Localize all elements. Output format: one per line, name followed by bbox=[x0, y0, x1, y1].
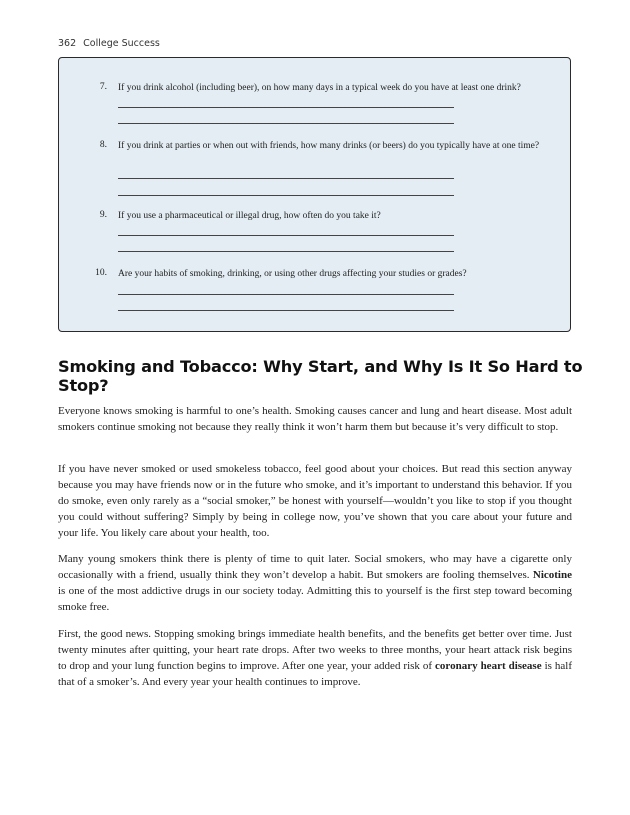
question-text: If you drink alcohol (including beer), on how many days in a typical week do you have at least one drink? bbox=[118, 83, 521, 93]
answer-line[interactable] bbox=[118, 195, 454, 196]
paragraph: Everyone knows smoking is harmful to one’s health. Smoking causes cancer and lung and heart disease. Most adult smokers continue smoking not because they really think it won’t harm them but because it’s very difficult to stop. bbox=[58, 405, 572, 433]
paragraph-text: Many young smokers think there is plenty of time to quit later. Social smokers, who may have a cigarette only occasionally with a friend, usually think they won’t develop a habit. But smokers are fooling themselves. bbox=[58, 553, 572, 581]
answer-line[interactable] bbox=[118, 294, 454, 295]
question-box bbox=[58, 57, 571, 332]
answer-line[interactable] bbox=[118, 123, 454, 124]
answer-line[interactable] bbox=[118, 251, 454, 252]
paragraph bbox=[58, 626, 572, 690]
question-text: If you use a pharmaceutical or illegal drug, how often do you take it? bbox=[118, 211, 381, 221]
page-header bbox=[58, 38, 160, 49]
question-number: 7. bbox=[99, 82, 107, 92]
answer-line[interactable] bbox=[118, 107, 454, 108]
answer-line[interactable] bbox=[118, 178, 454, 179]
paragraph: If you have never smoked or used smokeless tobacco, feel good about your choices. But read this section anyway because you may have friends now or in the future who smoke, and it’s important to understand this behavior. If you do smoke, even only rarely as a “social smoker,” be honest with yourself—wouldn’t you like to stop if you thought you could without suffering? Simply by being in college now, you’ve shown that you care about your future and your life. You likely care about your health, too. bbox=[58, 463, 572, 539]
question-number: 9. bbox=[99, 210, 107, 220]
question-text: If you drink at parties or when out with friends, how many drinks (or beers) do you typically have at one time? bbox=[118, 141, 540, 151]
key-term-nicotine: Nicotine bbox=[532, 569, 572, 581]
answer-line[interactable] bbox=[118, 310, 454, 311]
key-term-coronary-heart-disease: coronary heart disease bbox=[435, 660, 542, 672]
question-number: 8. bbox=[99, 140, 107, 150]
paragraph-text: is one of the most addictive drugs in our society today. Admitting this to yourself is the first step toward becoming smoke free. bbox=[58, 585, 572, 613]
paragraph-text: is half that of a smoker’s. And every year your health continues to improve. bbox=[58, 660, 572, 688]
section-title: Smoking and Tobacco: Why Start, and Why Is It So Hard to Stop? bbox=[58, 357, 583, 395]
answer-line[interactable] bbox=[118, 235, 454, 236]
paragraph bbox=[58, 551, 572, 615]
question-text: Are your habits of smoking, drinking, or using other drugs affecting your studies or grades? bbox=[118, 269, 467, 279]
question-number: 10. bbox=[95, 268, 107, 278]
page-number: 362 bbox=[58, 38, 77, 49]
book-title: College Success bbox=[83, 38, 160, 49]
paragraph-text: First, the good news. Stopping smoking brings immediate health benefits, and the benefits get better over time. Just twenty minutes after quitting, your heart rate drops. After two weeks to three months, your heart attack risk begins to drop and your lung function begins to improve. After one year, your added risk of bbox=[58, 628, 572, 672]
